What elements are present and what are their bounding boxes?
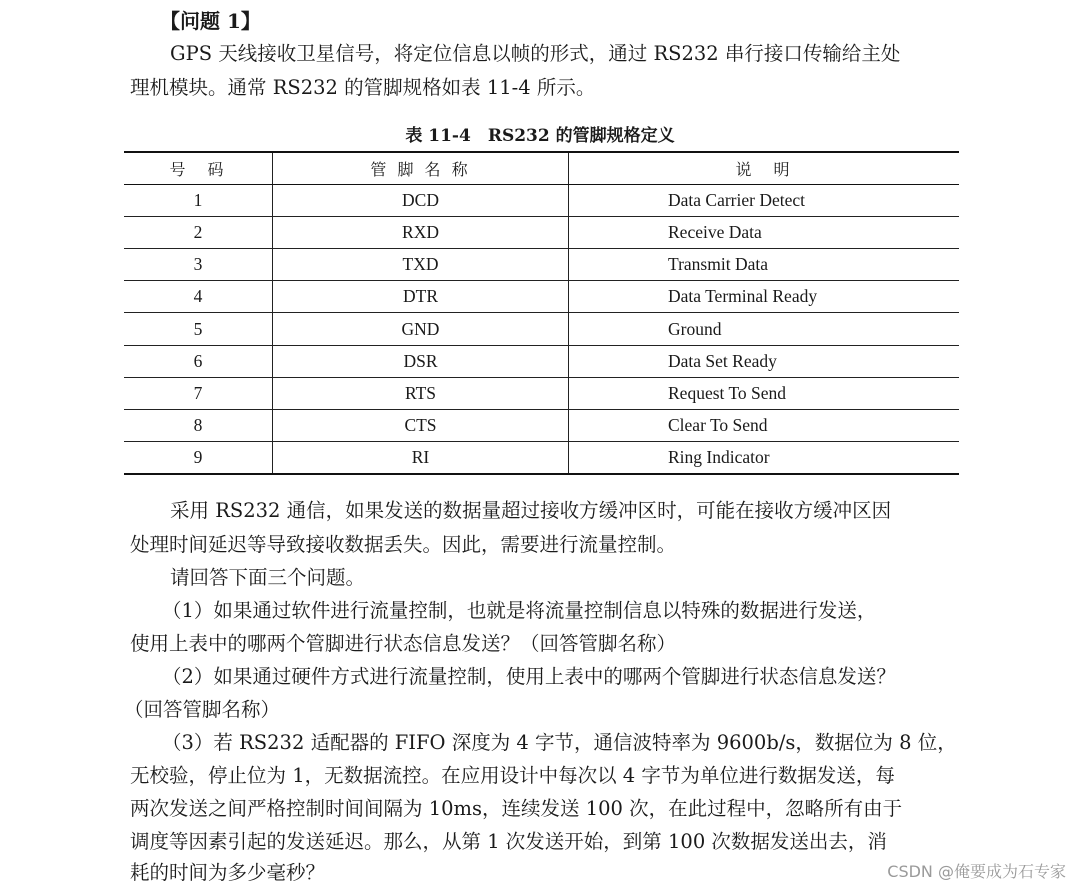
row-description: Data Carrier Detect bbox=[569, 185, 960, 217]
table-row bbox=[124, 217, 959, 249]
row-number: 3 bbox=[124, 249, 273, 281]
question-3-line-5: 耗的时间为多少毫秒？ bbox=[130, 861, 326, 884]
table-row bbox=[124, 377, 959, 409]
question-3-line-3: 两次发送之间严格控制时间间隔为 10ms，连续发送 100 次，在此过程中，忽略所有由于 bbox=[130, 797, 903, 820]
row-description: Receive Data bbox=[569, 217, 960, 249]
row-description: Clear To Send bbox=[569, 409, 960, 441]
question-3-line-1: （3）若 RS232 适配器的 FIFO 深度为 4 字节，通信波特率为 9600b/s，数据位为 8 位， bbox=[162, 731, 957, 754]
row-number: 6 bbox=[124, 345, 273, 377]
row-pin-name: DTR bbox=[273, 281, 569, 313]
question-2-line-1: （2）如果通过硬件方式进行流量控制，使用上表中的哪两个管脚进行状态信息发送？ bbox=[162, 665, 896, 688]
table-row bbox=[124, 185, 959, 217]
table-row bbox=[124, 313, 959, 345]
row-number: 5 bbox=[124, 313, 273, 345]
header-pin-name: 管 脚 名 称 bbox=[273, 152, 569, 185]
row-description: Ring Indicator bbox=[569, 441, 960, 474]
table-row bbox=[124, 249, 959, 281]
row-pin-name: GND bbox=[273, 313, 569, 345]
question-2-line-2: （回答管脚名称） bbox=[124, 698, 281, 721]
row-pin-name: DSR bbox=[273, 345, 569, 377]
header-description: 说 明 bbox=[569, 152, 960, 185]
row-number: 7 bbox=[124, 377, 273, 409]
body-line-2: 处理时间延迟等导致接收数据丢失。因此，需要进行流量控制。 bbox=[130, 533, 677, 556]
row-number: 2 bbox=[124, 217, 273, 249]
table-row bbox=[124, 441, 959, 474]
row-description: Data Set Ready bbox=[569, 345, 960, 377]
table-row bbox=[124, 281, 959, 313]
body-line-1: 采用 RS232 通信，如果发送的数据量超过接收方缓冲区时，可能在接收方缓冲区因 bbox=[170, 499, 892, 522]
row-pin-name: RXD bbox=[273, 217, 569, 249]
row-number: 4 bbox=[124, 281, 273, 313]
table-header-row bbox=[124, 152, 959, 185]
question-1-line-2: 使用上表中的哪两个管脚进行状态信息发送？（回答管脚名称） bbox=[130, 632, 677, 655]
row-pin-name: TXD bbox=[273, 249, 569, 281]
header-number: 号 码 bbox=[124, 152, 273, 185]
row-pin-name: RTS bbox=[273, 377, 569, 409]
question-heading: 【问题 1】 bbox=[160, 9, 261, 33]
row-number: 8 bbox=[124, 409, 273, 441]
row-number: 9 bbox=[124, 441, 273, 474]
table-row bbox=[124, 345, 959, 377]
row-description: Data Terminal Ready bbox=[569, 281, 960, 313]
row-pin-name: RI bbox=[273, 441, 569, 474]
intro-line-1: GPS 天线接收卫星信号，将定位信息以帧的形式，通过 RS232 串行接口传输给主处 bbox=[170, 42, 901, 65]
question-3-line-4: 调度等因素引起的发送延迟。那么，从第 1 次发送开始，到第 100 次数据发送出去，消 bbox=[130, 830, 887, 853]
intro-line-2: 理机模块。通常 RS232 的管脚规格如表 11-4 所示。 bbox=[130, 76, 596, 99]
csdn-watermark: CSDN @俺要成为石专家 bbox=[887, 862, 1066, 881]
table-row bbox=[124, 409, 959, 441]
row-description: Transmit Data bbox=[569, 249, 960, 281]
row-pin-name: CTS bbox=[273, 409, 569, 441]
question-3-line-2: 无校验，停止位为 1，无数据流控。在应用设计中每次以 4 字节为单位进行数据发送，每 bbox=[130, 764, 895, 787]
pin-spec-table bbox=[124, 151, 959, 475]
row-description: Request To Send bbox=[569, 377, 960, 409]
body-line-3: 请回答下面三个问题。 bbox=[170, 566, 366, 589]
table-caption: 表 11-4 RS232 的管脚规格定义 bbox=[405, 126, 675, 146]
row-description: Ground bbox=[569, 313, 960, 345]
row-number: 1 bbox=[124, 185, 273, 217]
question-1-line-1: （1）如果通过软件进行流量控制，也就是将流量控制信息以特殊的数据进行发送， bbox=[162, 599, 877, 622]
row-pin-name: DCD bbox=[273, 185, 569, 217]
